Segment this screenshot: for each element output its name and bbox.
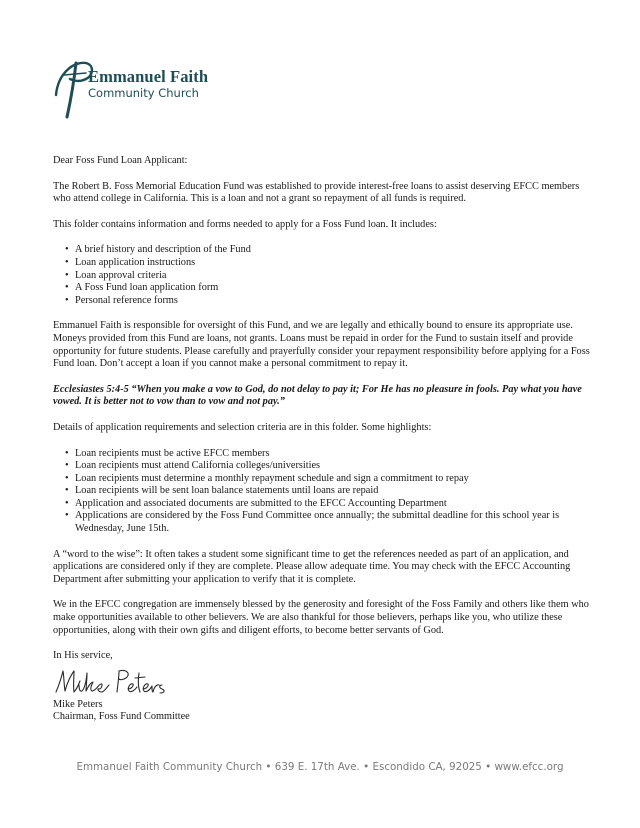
list-item: • Loan approval criteria bbox=[53, 270, 593, 283]
list-item: • Loan application instructions bbox=[53, 257, 593, 270]
list-item: • Loan recipients must attend California colleges/universities bbox=[53, 460, 593, 473]
letter-body bbox=[53, 155, 593, 724]
responsibility-paragraph: Emmanuel Faith is responsible for oversight of this Fund, and we are legally and ethically bound to ensure its appropriate use. Moneys provided from this Fund are loans, not grants. Loans must be repaid in order for the Fund to sustain itself and provide opportunity for future students. Please carefully and prayerfully consider your repayment responsibility before applying for a Foss Fund loan. Don’t accept a loan if you cannot make a personal commitment to repay it. bbox=[53, 320, 590, 370]
highlights-list bbox=[53, 448, 593, 536]
signer-block bbox=[53, 699, 593, 724]
list-item: • A Foss Fund loan application form bbox=[53, 282, 593, 295]
list-item: • Loan recipients must determine a monthly repayment schedule and sign a commitment to repay bbox=[53, 473, 593, 486]
word-to-wise-paragraph: A “word to the wise”: It often takes a student some significant time to get the references needed as part of an application, and applications are considered only if they are complete. Please allow adequate time. You may check with the EFCC Accounting Department after submitting your application to verify that it is complete. bbox=[53, 548, 571, 585]
closing: In His service, bbox=[53, 650, 113, 662]
list-item: • Application and associated documents are submitted to the EFCC Accounting Department bbox=[53, 498, 593, 511]
handwritten-signature bbox=[53, 665, 593, 699]
list-item: • Loan recipients must be active EFCC members bbox=[53, 448, 593, 461]
church-logo bbox=[52, 55, 222, 121]
salutation: Dear Foss Fund Loan Applicant: bbox=[53, 155, 188, 166]
intro-paragraph: The Robert B. Foss Memorial Education Fund was established to provide interest-free loans to assist deserving EFCC members who attend college in California. This is a loan and not a grant so repayment of all funds is required. bbox=[53, 180, 580, 205]
list-item: • Personal reference forms bbox=[53, 295, 593, 308]
folder-contents-list bbox=[53, 244, 593, 307]
logo-subtitle: Community Church bbox=[88, 86, 199, 100]
list-item: • Loan recipients will be sent loan balance statements until loans are repaid bbox=[53, 485, 593, 498]
signer-name: Mike Peters bbox=[53, 698, 103, 710]
footer-address: Emmanuel Faith Community Church • 639 E. 17th Ave. • Escondido CA, 92025 • www.efcc.org bbox=[76, 761, 564, 773]
folder-intro: This folder contains information and forms needed to apply for a Foss Fund loan. It includes: bbox=[53, 218, 437, 230]
logo-name: Emmanuel Faith bbox=[88, 67, 209, 86]
highlights-intro: Details of application requirements and selection criteria are in this folder. Some highlights: bbox=[53, 421, 432, 433]
signer-title: Chairman, Foss Fund Committee bbox=[53, 711, 190, 723]
scripture-quote: Ecclesiastes 5:4-5 “When you make a vow to God, do not delay to pay it; For He has no pleasure in fools. Pay what you have vowed. It is better not to vow than to vow and not pay.” bbox=[53, 383, 582, 408]
list-item: • Applications are considered by the Foss Fund Committee once annually; the submittal deadline for this school year is Wednesday, June 15th. bbox=[53, 510, 593, 535]
list-item: • A brief history and description of the Fund bbox=[53, 244, 593, 257]
blessing-paragraph: We in the EFCC congregation are immensely blessed by the generosity and foresight of the Foss Family and others like them who make opportunities available to other believers. We are also thankful for those believers, perhaps like you, who utilize these opportunities, along with their own gifts and diligent efforts, to become better servants of God. bbox=[53, 599, 589, 636]
